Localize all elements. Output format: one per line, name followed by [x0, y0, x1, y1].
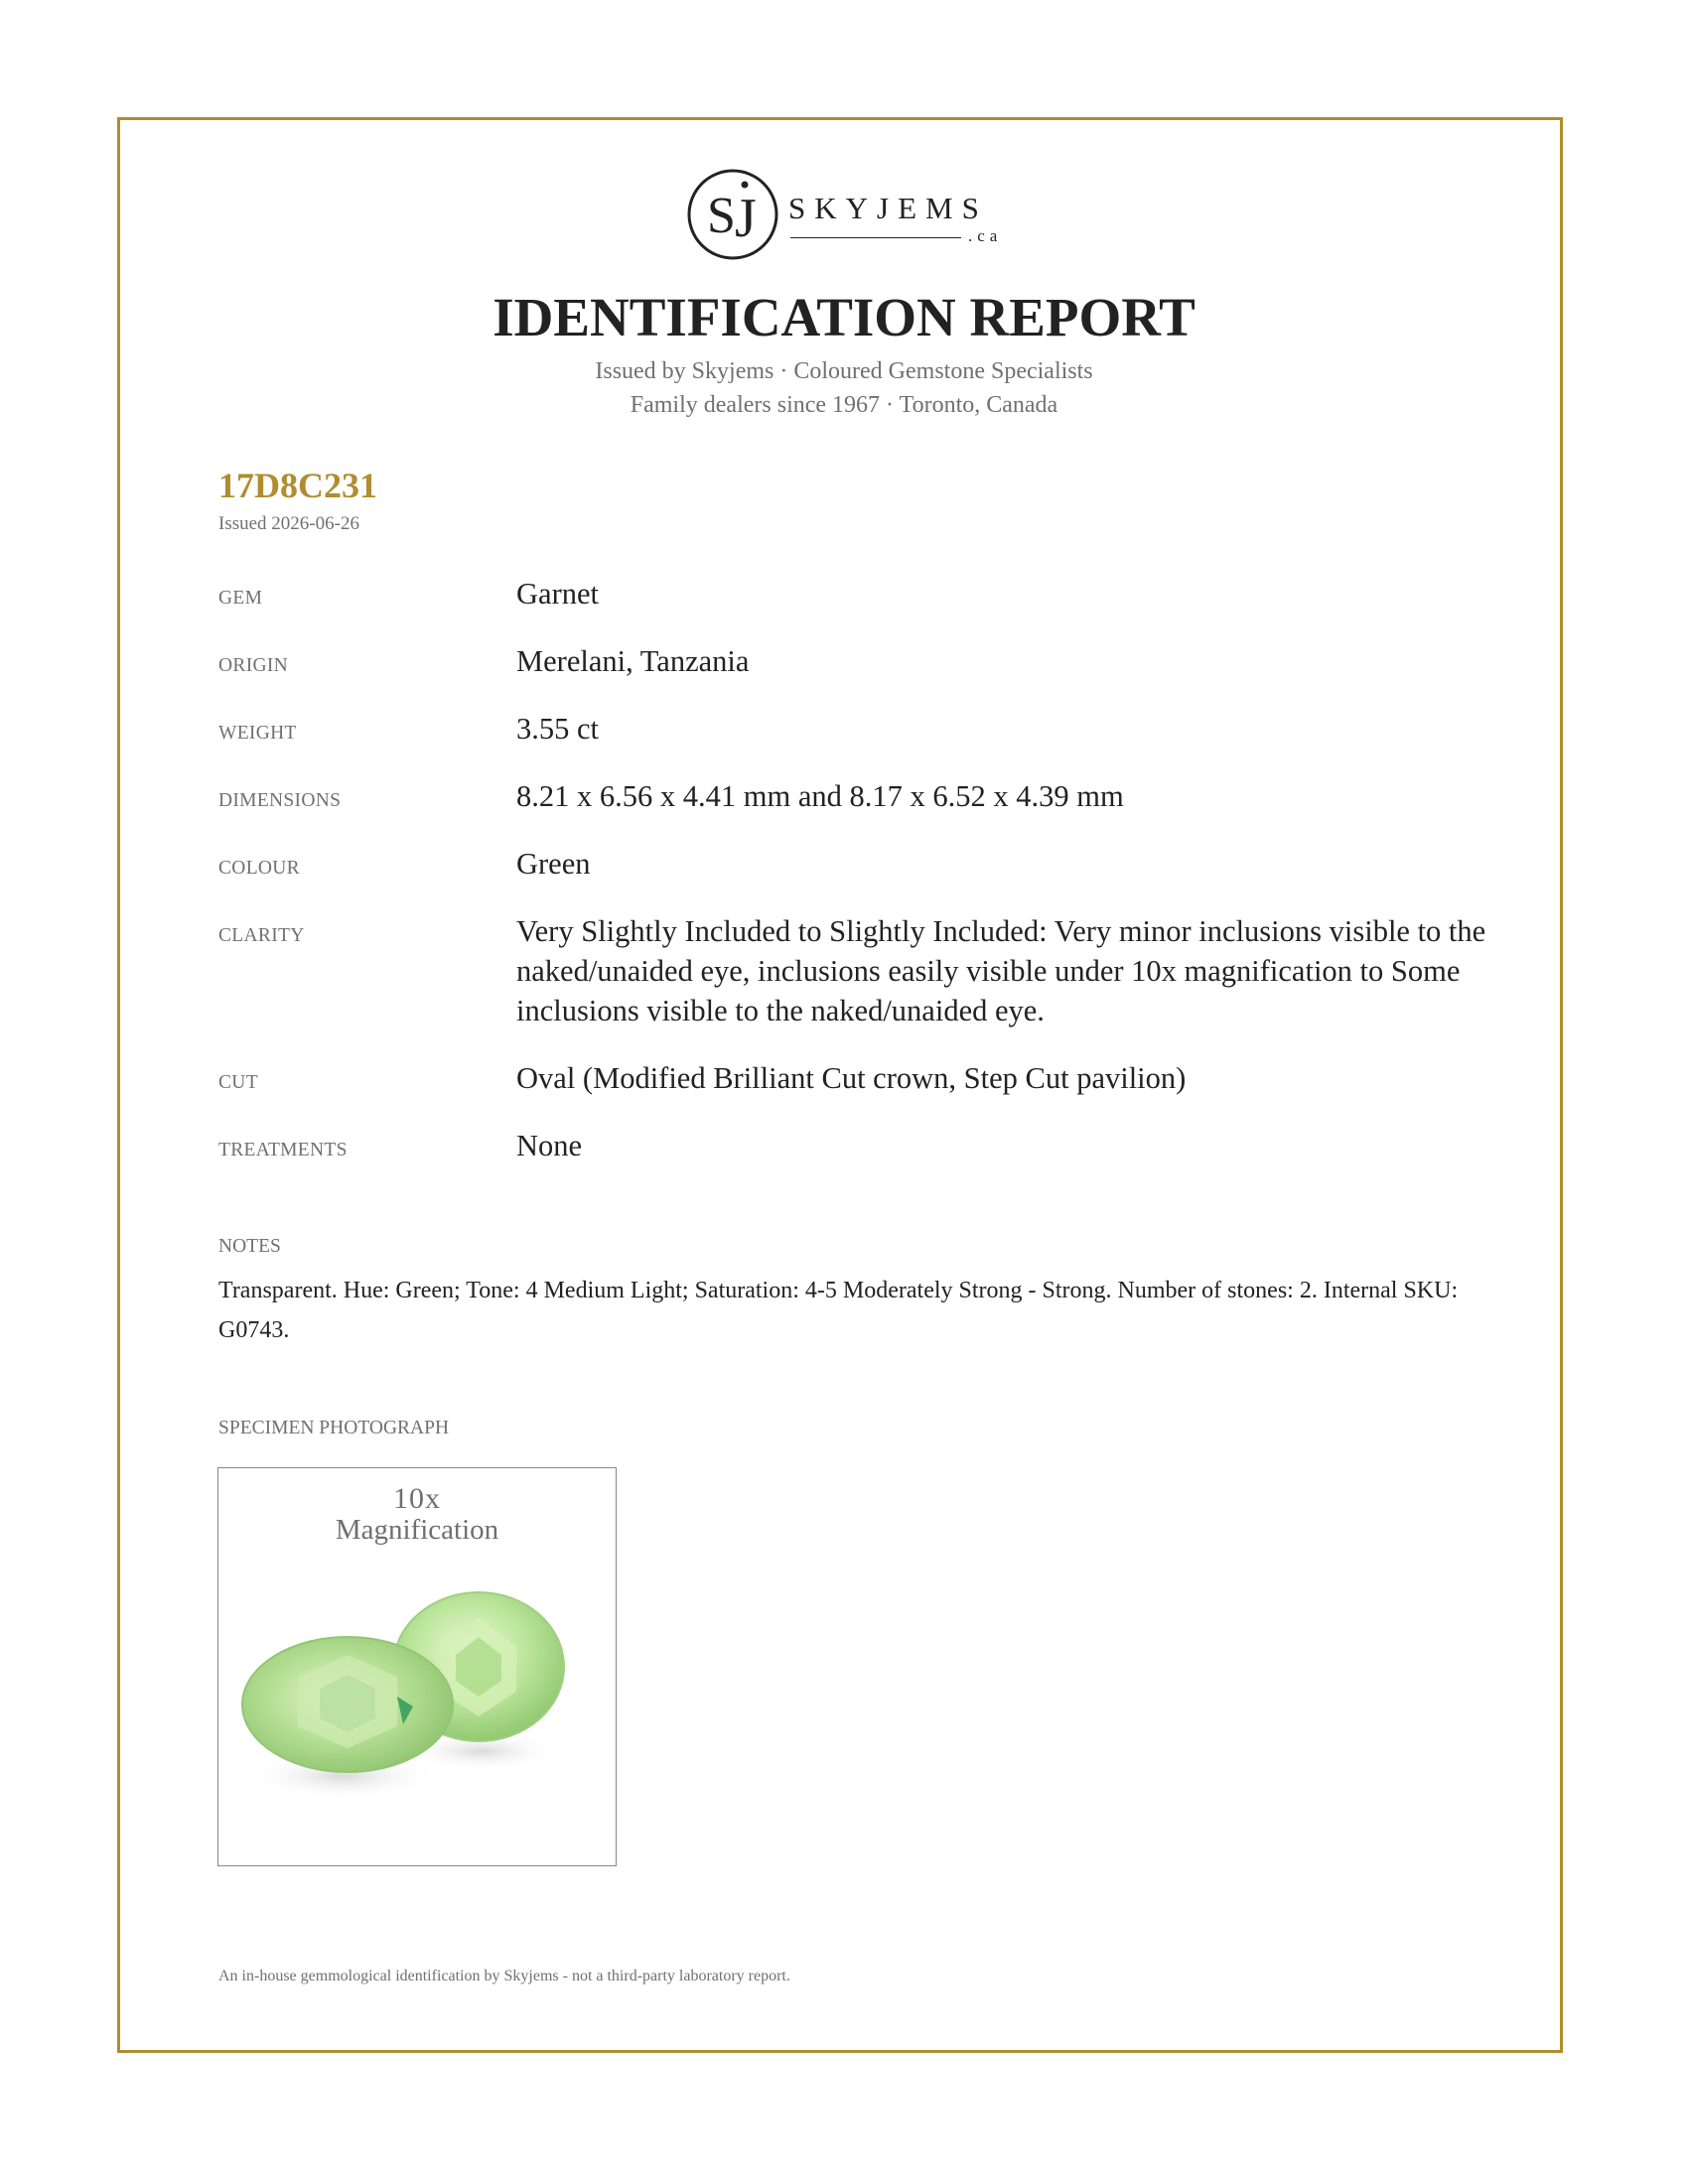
notes-label: NOTES	[218, 1236, 281, 1257]
field-label-clarity: CLARITY	[218, 925, 305, 946]
logo-rule	[790, 237, 961, 238]
field-value-treatments: None	[516, 1129, 583, 1162]
footer-disclaimer: An in-house gemmological identification by Skyjems - not a third-party laboratory report.	[218, 1968, 790, 1984]
svg-text:S: S	[707, 188, 736, 244]
field-label-gem: GEM	[218, 588, 263, 609]
magnification-value: 10x	[393, 1482, 441, 1515]
notes-text: Transparent. Hue: Green; Tone: 4 Medium Light; Saturation: 4-5 Moderately Strong - Strong. Number of stones: 2. Internal SKU: G0743.	[218, 1278, 1459, 1343]
field-label-origin: ORIGIN	[218, 655, 289, 676]
field-label-dimensions: DIMENSIONS	[218, 790, 342, 811]
field-label-cut: CUT	[218, 1072, 258, 1093]
field-value-weight: 3.55 ct	[516, 712, 600, 746]
magnification-label: Magnification	[335, 1514, 499, 1546]
report-id: 17D8C231	[218, 466, 377, 505]
field-value-cut: Oval (Modified Brilliant Cut crown, Step Cut pavilion)	[516, 1061, 1187, 1095]
field-label-treatments: TREATMENTS	[218, 1140, 348, 1160]
issuer-line-2: Family dealers since 1967 · Toronto, Canada	[630, 392, 1058, 418]
issuer-line-1: Issued by Skyjems · Coloured Gemstone Specialists	[595, 358, 1093, 384]
field-label-colour: COLOUR	[218, 858, 300, 879]
sj-monogram-icon	[685, 167, 780, 262]
report-title: IDENTIFICATION REPORT	[492, 287, 1196, 347]
field-value-dimensions: 8.21 x 6.56 x 4.41 mm and 8.17 x 6.52 x 4.39 mm	[516, 779, 1124, 813]
specimen-photo	[217, 1467, 617, 1866]
field-value-colour: Green	[516, 847, 591, 881]
field-value-gem: Garnet	[516, 577, 599, 611]
logo-wordmark: SKYJEMS	[788, 191, 988, 225]
logo-domain: .ca	[968, 226, 1003, 245]
svg-text:J: J	[735, 188, 757, 249]
field-value-origin: Merelani, Tanzania	[516, 644, 750, 678]
field-label-weight: WEIGHT	[218, 723, 297, 744]
issued-date: Issued 2026-06-26	[218, 513, 359, 534]
photo-label: SPECIMEN PHOTOGRAPH	[218, 1418, 450, 1438]
skyjems-logo	[685, 167, 1013, 262]
garnet-stones-image	[218, 1577, 615, 1865]
field-value-clarity: Very Slightly Included to Slightly Included: Very minor inclusions visible to the naked/unaided eye, inclusions easily visible under 10x magnification to Some inclusions visible to the naked/unaided eye.	[516, 914, 1486, 1027]
